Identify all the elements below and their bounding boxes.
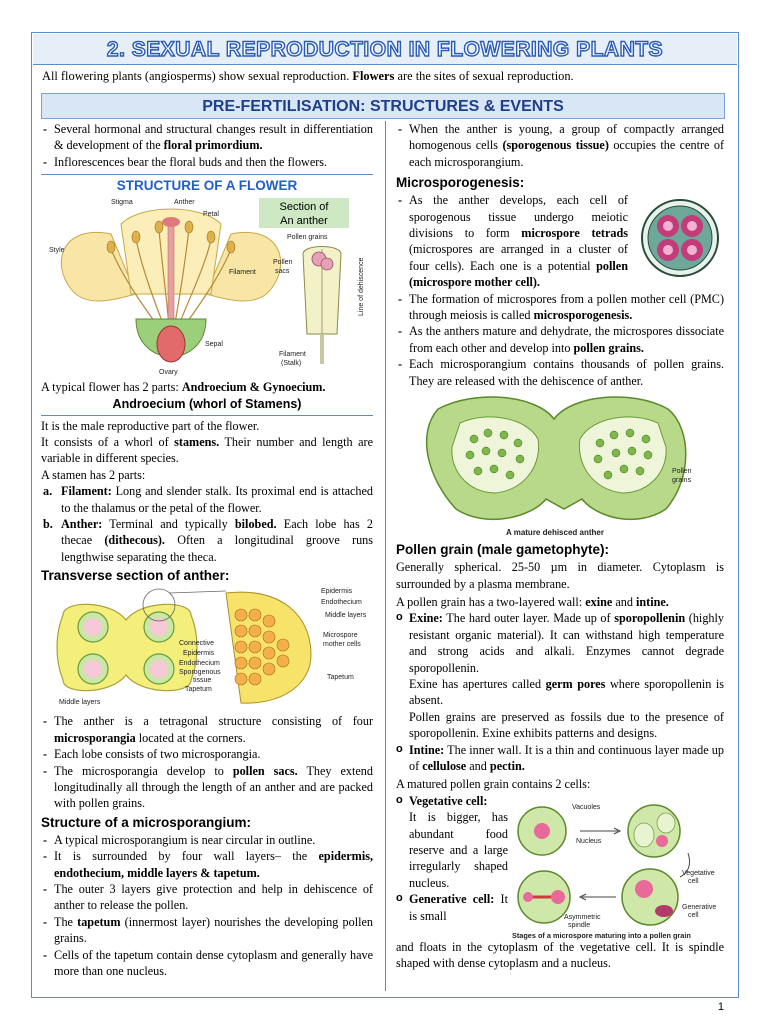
flower-diagram bbox=[41, 194, 373, 379]
exine-fossils: Pollen grains are preserved as fossils due to the presence of sporopollenin. Exine exhibits patterns and designs. bbox=[409, 709, 724, 741]
dehisced-anther-diagram bbox=[396, 389, 724, 539]
label-asymmetric-2: spindle bbox=[568, 921, 591, 929]
label-pollen-2: grains bbox=[672, 477, 692, 485]
label-style: Style bbox=[49, 247, 65, 255]
label-mmc-1: Microspore bbox=[323, 632, 358, 640]
label-epidermis-right: Epidermis bbox=[321, 588, 353, 596]
two-parts-line: A typical flower has 2 parts: Androecium & Gynoecium. bbox=[41, 380, 326, 395]
column-divider bbox=[385, 121, 386, 991]
label-endothecium: Endothecium bbox=[179, 660, 220, 668]
dehisced-anther-figure bbox=[396, 389, 724, 539]
anther-item: b. Anther: Terminal and typically bilobed. Each lobe has 2 thecae (dithecous). Often a longitudinal groove runs lengthwise separating the theca. bbox=[43, 517, 373, 564]
label-filament-stalk-2: (Stalk) bbox=[281, 360, 302, 368]
flower-heading: STRUCTURE OF A FLOWER bbox=[116, 178, 298, 194]
bullet-microsporogenesis: - The formation of microspores from a pollen mother cell (PMC) through meiosis is called microsporogenesis. bbox=[396, 291, 724, 324]
bullet-sporogenous: - When the anther is young, a group of compactly arranged homogenous cells (sporogenous tissue) occupies the centre of each microsporangium. bbox=[396, 121, 724, 170]
label-middle-layers: Middle layers bbox=[59, 699, 101, 707]
pollen-p3: A matured pollen grain contains 2 cells: bbox=[396, 777, 591, 792]
bullet-pollen-sacs: - The microsporangia develop to pollen sacs. They extend longitudinally all through the length of an anther and are packed with pollen grains. bbox=[41, 763, 373, 812]
label-connective: Connective bbox=[179, 640, 215, 648]
label-pollen-grains: Pollen grains bbox=[287, 234, 328, 242]
pollen-p2: A pollen grain has a two-layered wall: exine and intine. bbox=[396, 594, 669, 609]
ts-anther-figure bbox=[41, 585, 373, 713]
label-ovary: Ovary bbox=[159, 369, 178, 377]
label-generative-1: Generative bbox=[682, 903, 717, 911]
microsporogenesis-heading: Microsporogenesis: bbox=[396, 175, 525, 191]
label-sepal: Sepal bbox=[205, 341, 223, 349]
label-vegetative-2: cell bbox=[688, 877, 699, 885]
label-tapetum-right: Tapetum bbox=[327, 674, 354, 682]
rule bbox=[41, 415, 373, 416]
androecium-p1: It is the male reproductive part of the flower. bbox=[41, 418, 260, 433]
pollen-cells-block bbox=[396, 793, 724, 941]
intine-item: o Intine: The inner wall. It is a thin and continuous layer made up of cellulose and pectin. bbox=[396, 742, 724, 775]
ts-anther-diagram bbox=[41, 585, 373, 713]
bullet-dehydrate: - As the anthers mature and dehydrate, the microspores dissociate from each other and develop into pollen grains. bbox=[396, 323, 724, 356]
pollen-grain-heading: Pollen grain (male gametophyte): bbox=[396, 542, 610, 558]
bullet-tapetum-cells: - Cells of the tapetum contain dense cytoplasm and generally have more than one nucleus. bbox=[41, 947, 373, 980]
intro-text: All flowering plants (angiosperms) show sexual reproduction. Flowers are the sites of sexual reproduction. bbox=[42, 69, 574, 83]
androecium-p3: A stamen has 2 parts: bbox=[41, 467, 146, 482]
vegetative-cell-item: o Vegetative cell: It is bigger, has abundant food reserve and a large irregularly shaped nucleus. bbox=[396, 793, 508, 891]
label-filament: Filament bbox=[229, 269, 256, 277]
page-number: 1 bbox=[717, 1001, 724, 1013]
label-pollen-sacs-2: sacs bbox=[275, 268, 290, 276]
bullet-tetragonal: - The anther is a tetragonal structure consisting of four microsporangia located at the corners. bbox=[41, 713, 373, 746]
section-title: PRE-FERTILISATION: STRUCTURES & EVENTS bbox=[41, 93, 725, 119]
label-sporogenous-2: tissue bbox=[193, 677, 212, 685]
label-section-2: An anther bbox=[280, 215, 328, 228]
androecium-heading: Androecium (whorl of Stamens) bbox=[112, 396, 302, 411]
bullet-wall-layers: - It is surrounded by four wall layers– the epidermis, endothecium, middle layers & tapetum. bbox=[41, 848, 373, 881]
generative-cell-item: o Generative cell: It is small bbox=[396, 891, 508, 924]
label-tapetum: Tapetum bbox=[185, 686, 212, 694]
bullet-circular: - A typical microsporangium is near circular in outline. bbox=[41, 832, 373, 848]
bullet-each-lobe: - Each lobe consists of two microsporangia. bbox=[41, 746, 373, 762]
androecium-p2: It consists of a whorl of stamens. Their number and length are variable in different species. bbox=[41, 435, 373, 466]
tetrad-block bbox=[396, 192, 724, 290]
caption-pollen-stages: Stages of a microspore maturing into a pollen grain bbox=[512, 930, 691, 940]
bullet-outer-layers: - The outer 3 layers give protection and help in dehiscence of anther to release the pollen. bbox=[41, 881, 373, 914]
bullet-thousands: - Each microsporangium contains thousands of pollen grains. They are released with the dehiscence of anther. bbox=[396, 356, 724, 389]
label-pollen-1: Pollen bbox=[672, 468, 692, 476]
right-column bbox=[396, 121, 724, 972]
caption-dehisced-anther: A mature dehisced anther bbox=[506, 528, 604, 538]
ts-heading: Transverse section of anther: bbox=[41, 568, 230, 584]
left-column bbox=[41, 121, 373, 979]
label-endothecium-right: Endothecium bbox=[321, 599, 362, 607]
label-vacuoles: Vacuoles bbox=[572, 803, 601, 811]
label-petal: Petal bbox=[203, 211, 219, 219]
bullet-meiosis: - As the anther develops, each cell of sporogenous tissue undergo meiotic divisions to form microspore tetrads (microspores are arranged in a cluster of four cells). Each one is a potential pollen (microspore mother cell). bbox=[396, 192, 628, 290]
pollen-p1: Generally spherical. 25-50 µm in diameter. Cytoplasm is surrounded by a plasma membrane. bbox=[396, 560, 724, 591]
label-anther: Anther bbox=[174, 199, 195, 207]
label-line-of-dehiscence: Line of dehiscence bbox=[358, 257, 365, 317]
label-epidermis: Epidermis bbox=[183, 650, 215, 658]
filament-item: a. Filament: Long and slender stalk. Its proximal end is attached to the thalamus or the petal of the flower. bbox=[43, 484, 373, 515]
label-section-1: Section of bbox=[279, 201, 329, 214]
exine-germ-pores: Exine has apertures called germ pores where sporopollenin is absent. bbox=[409, 676, 724, 708]
flower-figure bbox=[41, 194, 373, 379]
generative-cell-continued: and floats in the cytoplasm of the vegetative cell. It is spindle shaped with dense cytoplasm and a nucleus. bbox=[396, 939, 724, 971]
microsporangium-heading: Structure of a microsporangium: bbox=[41, 814, 252, 830]
label-stigma: Stigma bbox=[111, 199, 133, 207]
label-middle-layers-right: Middle layers bbox=[325, 612, 367, 620]
label-generative-2: cell bbox=[688, 911, 699, 919]
label-sporogenous-1: Sporogenous bbox=[179, 669, 221, 677]
tetrad-image bbox=[640, 198, 720, 278]
exine-item: o Exine: The hard outer layer. Made up of sporopollenin (highly resistant organic material). It can withstand high temperature and strong acids and alkali. Enzymes cannot degrade sporopollenin. bbox=[396, 610, 724, 676]
label-filament-stalk-1: Filament bbox=[279, 351, 306, 359]
bullet-floral-primordium: - Several hormonal and structural changes result in differentiation & development of the floral primordium. bbox=[41, 121, 373, 154]
label-vegetative-1: Vegetative bbox=[682, 869, 715, 877]
label-asymmetric-1: Asymmetric bbox=[564, 913, 601, 921]
rule bbox=[41, 174, 373, 175]
bullet-inflorescences: - Inflorescences bear the floral buds and then the flowers. bbox=[41, 154, 373, 170]
pollen-maturation-diagram bbox=[512, 793, 724, 941]
label-pollen-sacs-1: Pollen bbox=[273, 259, 293, 267]
label-nucleus: Nucleus bbox=[576, 837, 602, 845]
bullet-tapetum: - The tapetum (innermost layer) nourishes the developing pollen grains. bbox=[41, 914, 373, 947]
page-title: 2. SEXUAL REPRODUCTION IN FLOWERING PLANTS bbox=[33, 34, 737, 65]
label-mmc-2: mother cells bbox=[323, 641, 361, 649]
